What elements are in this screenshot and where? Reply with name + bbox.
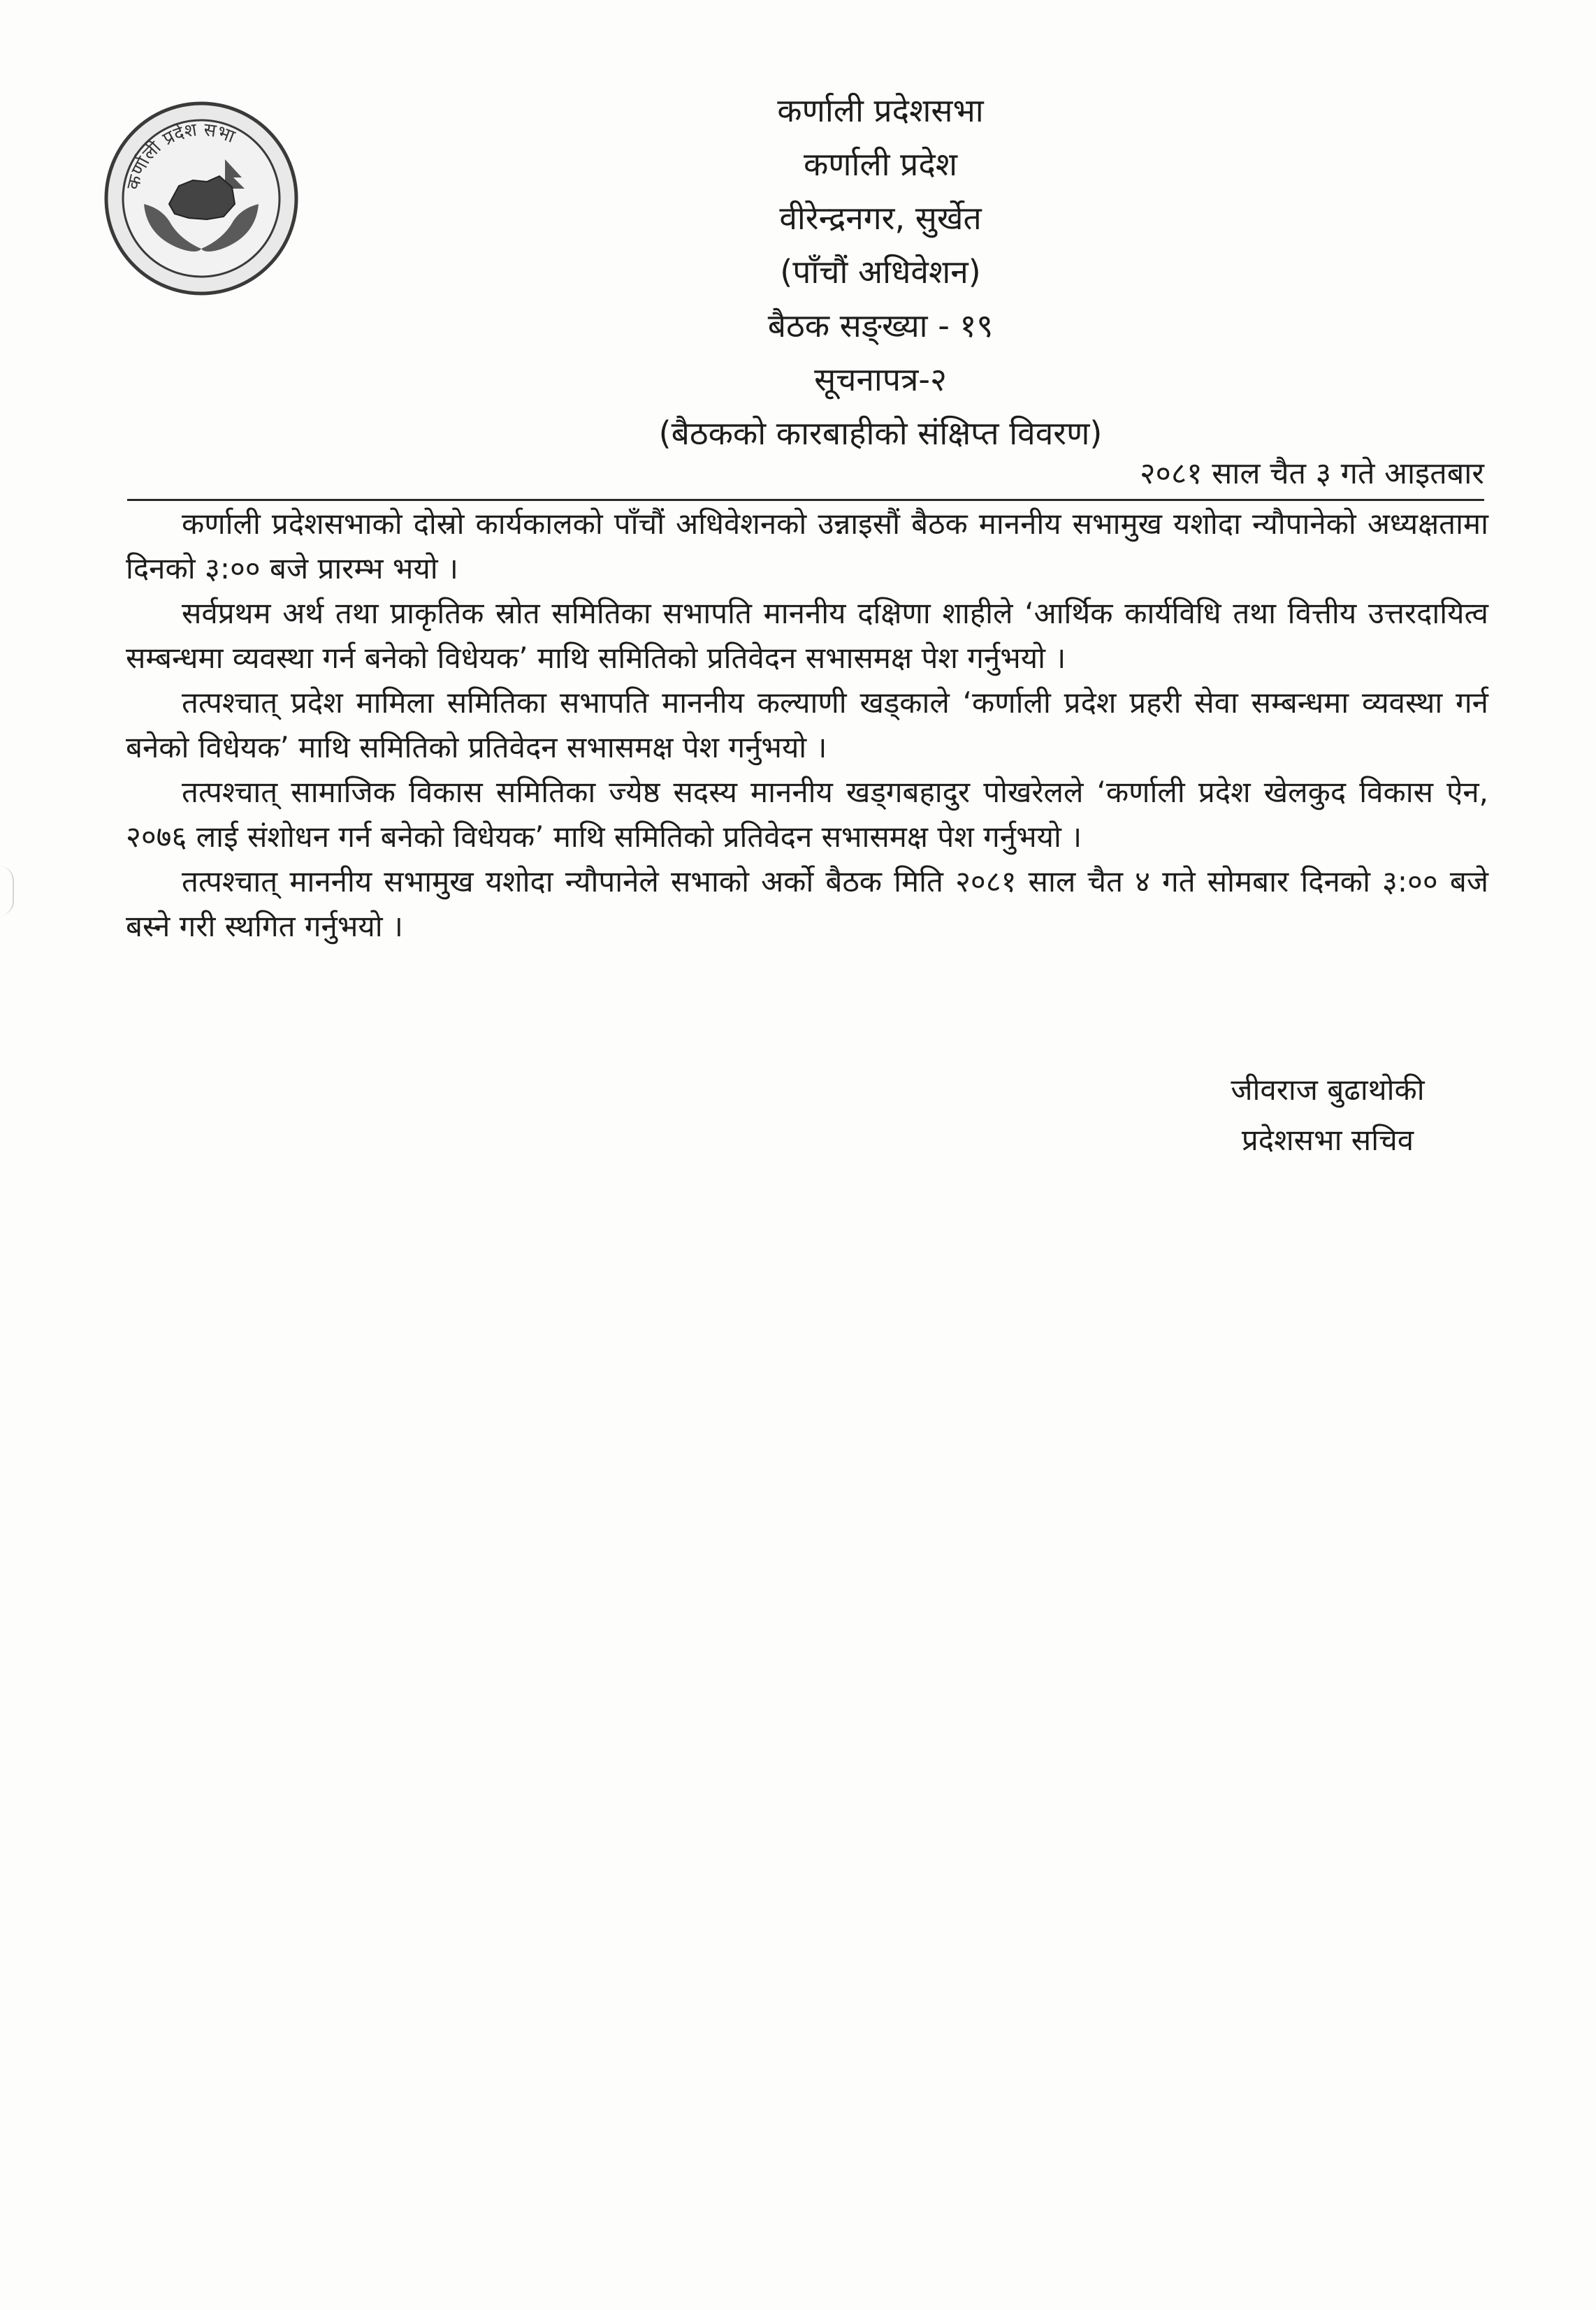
- header-notice-number: सूचनापत्र-२: [814, 361, 947, 398]
- header-province-name: कर्णाली प्रदेश: [803, 145, 958, 183]
- header-assembly-name: कर्णाली प्रदेशसभा: [777, 92, 984, 129]
- proceedings-body: [126, 502, 1488, 949]
- header-divider: [127, 499, 1484, 501]
- proceedings-paragraph: सर्वप्रथम अर्थ तथा प्राकृतिक स्रोत समितिका सभापति माननीय दक्षिणा शाहीले ‘आर्थिक कार्यविधि तथा वित्तीय उत्तरदायित्व सम्बन्धमा व्यवस्था गर्न बनेको विधेयक’ माथि समितिको प्रतिवेदन सभासमक्ष पेश गर्नुभयो ।: [126, 596, 1488, 675]
- proceedings-paragraph: तत्पश्चात् सामाजिक विकास समितिका ज्येष्ठ सदस्य माननीय खड्गबहादुर पोखरेलले ‘कर्णाली प्रदेश खेलकुद विकास ऐन, २०७६ लाई संशोधन गर्न बनेको विधेयक’ माथि समितिको प्रतिवेदन सभासमक्ष पेश गर्नुभयो ।: [126, 775, 1488, 854]
- header-session: (पाँचौं अधिवेशन): [780, 253, 981, 291]
- proceedings-paragraph: तत्पश्चात् प्रदेश मामिला समितिका सभापति माननीय कल्याणी खड्काले ‘कर्णाली प्रदेश प्रहरी सेवा सम्बन्धमा व्यवस्था गर्न बनेको विधेयक’ माथि समितिको प्रतिवेदन सभासमक्ष पेश गर्नुभयो ।: [126, 685, 1488, 764]
- document-date: २०८१ साल चैत ३ गते आइतबार: [1140, 456, 1484, 491]
- header-subtitle: (बैठकको कारबाहीको संक्षिप्त विवरण): [658, 414, 1103, 452]
- proceedings-paragraph: तत्पश्चात् माननीय सभामुख यशोदा न्यौपानेले सभाको अर्को बैठक मिति २०८१ साल चैत ४ गते सोमबार दिनको ३:०० बजे बस्ने गरी स्थगित गर्नुभयो ।: [126, 864, 1488, 943]
- assembly-seal-logo: [102, 99, 300, 298]
- proceedings-paragraph: कर्णाली प्रदेशसभाको दोस्रो कार्यकालको पाँचौं अधिवेशनको उन्नाइसौं बैठक माननीय सभामुख यशोदा न्यौपानेको अध्यक्षतामा दिनको ३:०० बजे प्रारम्भ भयो ।: [126, 507, 1488, 586]
- header-meeting-number: बैठक सङ्ख्या - १९: [767, 307, 994, 344]
- seal-lettering-path: कर्णाली प्रदेश सभा: [122, 119, 238, 192]
- signatory-title: प्रदेशसभा सचिव: [1241, 1123, 1414, 1157]
- signature-block: [1181, 1065, 1474, 1165]
- document-header: [419, 84, 1342, 460]
- header-location: वीरेन्द्रनगर, सुर्खेत: [779, 199, 982, 237]
- scan-edge-mark: [0, 866, 14, 915]
- signatory-name: जीवराज बुढाथोकी: [1231, 1073, 1425, 1107]
